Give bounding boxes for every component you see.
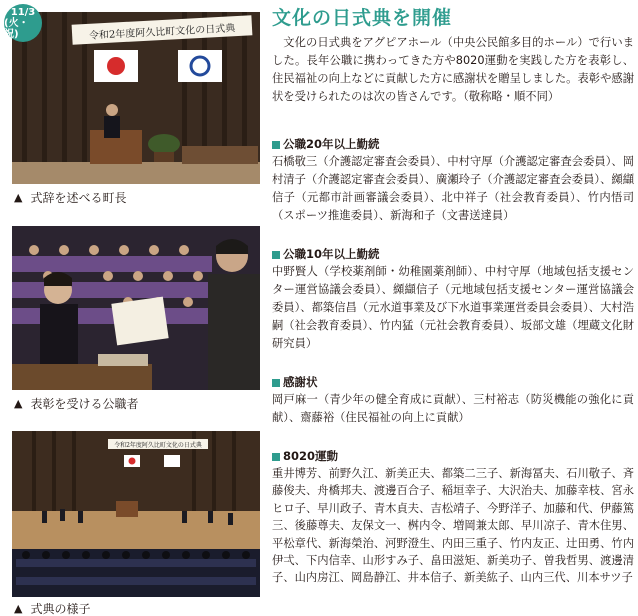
date-badge [4, 4, 42, 42]
event-banner-text: 令和2年度阿久比町文化の日式典 [114, 442, 202, 449]
date-badge-date: 11/3 [10, 6, 36, 18]
section-20-years [272, 136, 634, 225]
photo-ceremony [12, 431, 260, 597]
section-10-years [272, 246, 634, 353]
section-appreciation [272, 374, 634, 427]
caption-award-text: 表彰を受ける公職者 [30, 397, 139, 411]
section-body: 重井博芳、前野久江、新美正夫、都築二三子、新海冨夫、石川敬子、斉藤俊夫、舟橋邦夫、渡邊百合子、稲垣幸子、大沢治夫、加藤幸枝、宮永ヒロ子、早川政子、青木貞夫、吉松靖子、今野洋子、加藤和代、伊藤篤三、後藤尊夫、友保文一、桝内令、増岡兼太郎、早川凉子、青木住男、平松章代、新海榮治、河野澄生、内田三重子、竹内友正、辻田勇、竹内伊弌、下内信幸、山形すみ子、畠田滋矩、新美功子、曽我哲男、渡邊清子、山内房江、岡島静江、井本信子、新美紘子、山内三代、川本サツ子 [272, 467, 634, 585]
town-flag [178, 50, 222, 82]
section-title [272, 136, 634, 153]
square-bullet-icon [272, 251, 280, 259]
caption-mayor-speech-text: 式辞を述べる町長 [30, 191, 127, 205]
section-title [272, 246, 634, 263]
article-title: 文化の日式典を開催 [272, 7, 453, 29]
certificate [111, 297, 168, 346]
table [12, 364, 152, 390]
caption-ceremony [14, 602, 90, 616]
section-title-text: 公職10年以上勤続 [283, 247, 380, 261]
date-badge-day: (火・祝) [4, 17, 29, 40]
podium [116, 501, 138, 517]
section-title-text: 感謝状 [283, 375, 318, 389]
town-flag [164, 455, 180, 467]
section-title [272, 374, 634, 391]
stage-floor [12, 162, 260, 184]
section-title-text: 公職20年以上勤続 [283, 137, 380, 151]
section-body: 中野賢人（学校薬剤師・幼稚園薬剤師）、中村守厚（地域包括支援センター運営協議会委員）、纐纈信子（元地域包括支援センター運営協議会委員）、都築信昌（元水道事業及び下水道事業運営委員会委員）、大村浩嗣（社会教育委員）、竹内猛（元社会教育委員）、坂部文雄（埋蔵文化財研究員） [272, 265, 634, 350]
section-body: 岡戸麻一（青少年の健全育成に貢献）、三村裕志（防災機能の強化に貢献）、齋藤裕（住民福祉の向上に貢献） [272, 393, 634, 424]
square-bullet-icon [272, 141, 280, 149]
bonsai [148, 134, 180, 154]
section-title [272, 448, 634, 465]
article-header [272, 6, 634, 106]
caption-mayor-speech [14, 191, 126, 205]
photo-ceremony-image [12, 431, 260, 597]
square-bullet-icon [272, 453, 280, 461]
photo-award-image [12, 226, 260, 390]
section-8020 [272, 448, 634, 587]
triangle-icon: ▲ [14, 602, 23, 615]
event-banner-text: 令和2年度阿久比町文化の日式典 [88, 23, 236, 42]
triangle-icon: ▲ [14, 397, 23, 410]
caption-award [14, 397, 138, 411]
section-body: 石橋敬三（介護認定審査会委員）、中村守厚（介護認定審査会委員）、岡村清子（介護認定審査会委員）、廣瀬玲子（介護認定審査会委員）、纐纈信子（元都市計画審議会委員）、北中祥子（社会教育委員）、竹内悟司（スポーツ推進委員）、新海和子（文書送達員） [272, 155, 634, 222]
article-intro: 文化の日式典をアグピアホール（中央公民館多目的ホール）で行いました。長年公職に携わってきた方や8020運動を実践した方を表彰し、住民福祉の向上などに貢献した方に感謝状を贈呈しました。表彰や感謝状を受けられたのは次の皆さんです。（敬称略・順不同） [272, 36, 634, 103]
photo-award [12, 226, 260, 390]
caption-ceremony-text: 式典の様子 [30, 602, 91, 616]
photo-mayor-speech-image [12, 12, 260, 184]
section-title-text: 8020運動 [283, 449, 339, 463]
triangle-icon: ▲ [14, 191, 23, 204]
mayor [106, 104, 118, 116]
square-bullet-icon [272, 379, 280, 387]
photo-mayor-speech [12, 12, 260, 184]
